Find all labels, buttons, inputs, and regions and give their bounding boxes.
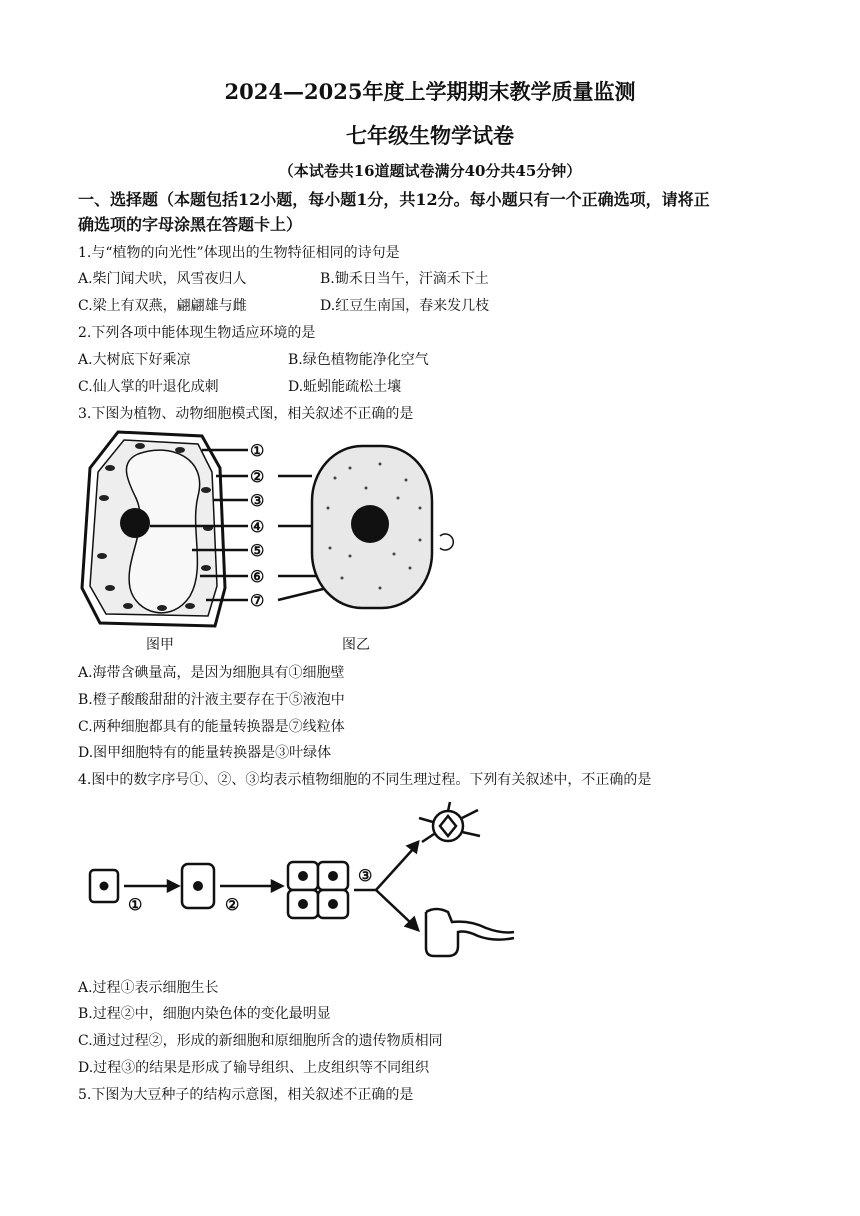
q2-option-d: D.蚯蚓能疏松土壤 [288,379,402,395]
q1-stem: 1.与“植物的向光性”体现出的生物特征相同的诗句是 [78,245,400,261]
cell-label-2: ② [250,467,265,486]
exam-title: 2024—2025年度上学期期末教学质量监测 [224,79,636,104]
process-step-3: ③ [358,866,373,885]
q3-option-b: B.橙子酸酸甜甜的汁液主要存在于⑤液泡中 [78,692,345,708]
section-heading-line2: 确选项的字母涂黑在答题卡上） [78,215,303,234]
q1-option-d: D.红豆生南国，春来发几枝 [320,298,490,314]
process-step-1: ① [128,895,143,914]
q2-option-b: B.绿色植物能净化空气 [288,352,429,368]
q4-option-b: B.过程②中，细胞内染色体的变化最明显 [78,1006,331,1022]
cell-label-6: ⑥ [250,567,265,586]
q2-option-a: A.大树底下好乘凉 [78,352,191,368]
cell-label-5: ⑤ [250,541,265,560]
section-heading-line1: 一、选择题（本题包括12小题，每小题1分，共12分。每小题只有一个正确选项，请将正 [78,190,710,209]
q4-option-a: A.过程①表示细胞生长 [78,980,219,996]
q4-option-c: C.通过过程②，形成的新细胞和原细胞所含的遗传物质相同 [78,1033,443,1049]
q3-option-c: C.两种细胞都具有的能量转换器是⑦线粒体 [78,719,345,735]
q3-option-d: D.图甲细胞特有的能量转换器是③叶绿体 [78,745,332,761]
plant-cell [82,432,225,626]
animal-cell [312,446,432,608]
q3-option-a: A.海带含碘量高，是因为细胞具有①细胞壁 [78,665,345,681]
exam-note: （本试卷共16道题试卷满分40分共45分钟） [278,162,582,180]
q4-option-d: D.过程③的结果是形成了输导组织、上皮组织等不同组织 [78,1060,430,1076]
q1-option-c: C.梁上有双燕，翩翩雄与雌 [78,298,247,314]
q2-option-c: C.仙人掌的叶退化成刺 [78,379,219,395]
figure-caption-b: 图乙 [342,637,370,653]
cell-label-3: ③ [250,491,265,510]
q5-stem: 5.下图为大豆种子的结构示意图，相关叙述不正确的是 [78,1087,414,1103]
cell-label-4: ④ [250,517,265,536]
cell-process-diagram [86,800,526,960]
q4-stem: 4.图中的数字序号①、②、③均表示植物细胞的不同生理过程。下列有关叙述中，不正确的是 [78,772,652,788]
q2-stem: 2.下列各项中能体现生物适应环境的是 [78,325,316,341]
exam-subtitle: 七年级生物学试卷 [346,123,514,148]
q1-option-b: B.锄禾日当午，汗滴禾下土 [320,271,489,287]
cell-label-7: ⑦ [250,591,265,610]
cell-diagram [80,428,470,633]
cell-label-1: ① [250,441,265,460]
q3-stem: 3.下图为植物、动物细胞模式图，相关叙述不正确的是 [78,406,414,422]
process-step-2: ② [225,895,240,914]
figure-caption-a: 图甲 [146,637,174,653]
q1-option-a: A.柴门闻犬吠，风雪夜归人 [78,271,247,287]
